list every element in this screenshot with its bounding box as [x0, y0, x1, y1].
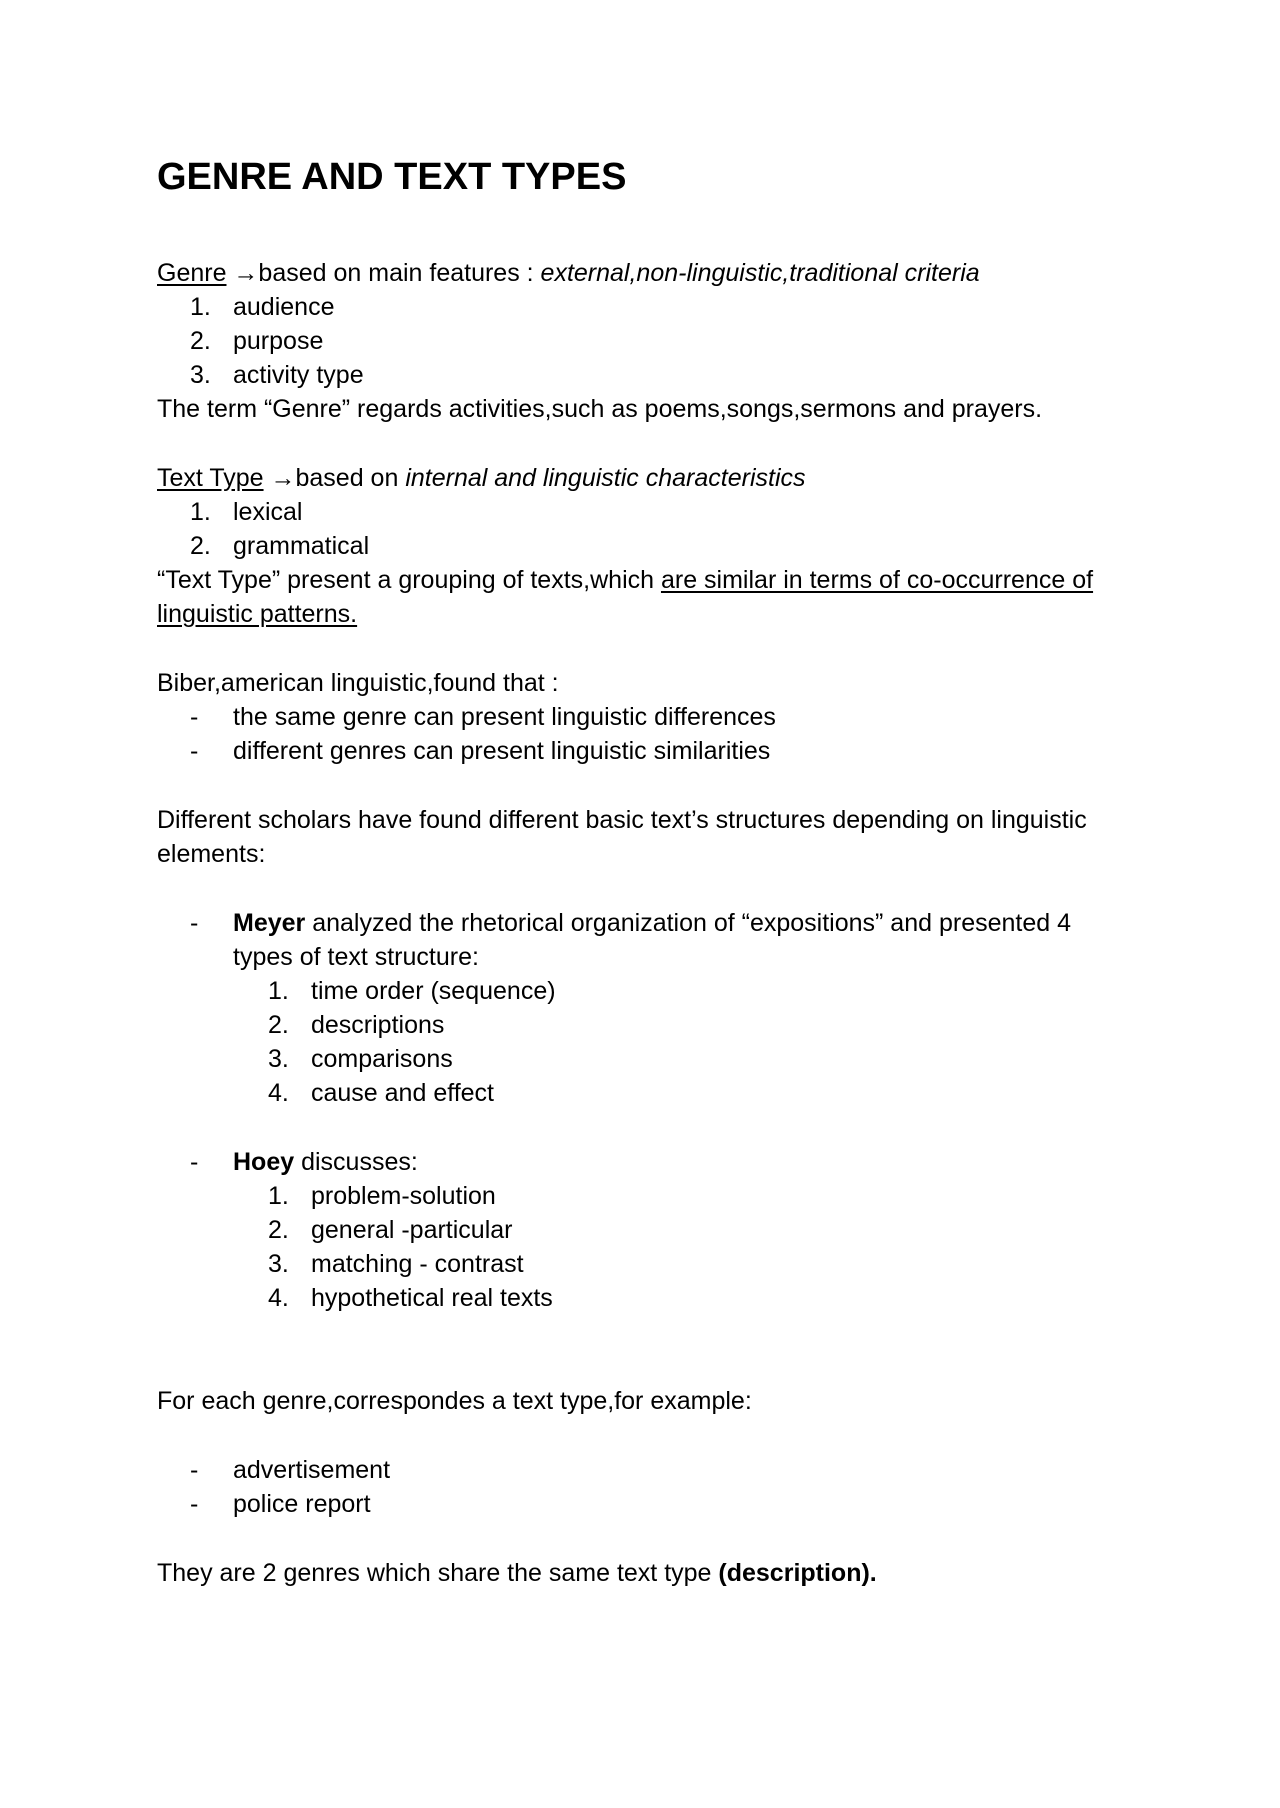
list-number: 1. [190, 498, 211, 526]
scholars-paragraph-line-1: Different scholars have found different basic text’s structures depending on linguistic [157, 806, 1087, 834]
list-number: 3. [268, 1250, 289, 1278]
bullet-dash: - [190, 1456, 199, 1484]
hoey-bullet [190, 1145, 418, 1179]
list-number: 2. [190, 327, 211, 355]
example-intro: For each genre,correspondes a text type,for example: [157, 1387, 752, 1415]
genre-arrow-text: →based on main features : [226, 259, 541, 287]
list-item [268, 1281, 553, 1315]
bullet-item [190, 734, 770, 768]
list-item-text: hypothetical real texts [311, 1284, 553, 1312]
text-type-definition [157, 461, 806, 495]
meyer-bullet [190, 906, 1071, 940]
list-number: 1. [268, 1182, 289, 1210]
list-item-text: activity type [233, 361, 364, 389]
list-item [268, 1213, 513, 1247]
list-item [268, 974, 556, 1008]
list-number: 1. [190, 293, 211, 321]
bullet-text: different genres can present linguistic similarities [233, 737, 771, 765]
bullet-text: police report [233, 1490, 371, 1518]
bullet-dash: - [190, 909, 199, 937]
list-item-text: general -particular [311, 1216, 513, 1244]
list-item-text: descriptions [311, 1011, 445, 1039]
list-item-text: comparisons [311, 1045, 453, 1073]
scholars-paragraph-line-2: elements: [157, 840, 266, 868]
conclusion-bold: (description). [718, 1559, 877, 1587]
hoey-text: discusses: [294, 1148, 418, 1176]
list-item-text: cause and effect [311, 1079, 495, 1107]
genre-definition [157, 256, 980, 290]
meyer-text: analyzed the rhetorical organization of “expositions” and presented 4 [305, 909, 1072, 937]
bullet-item [190, 1487, 371, 1521]
list-item [190, 324, 323, 358]
meyer-name: Meyer [233, 909, 306, 937]
list-number: 4. [268, 1284, 289, 1312]
list-item [190, 358, 364, 392]
bullet-text: the same genre can present linguistic differences [233, 703, 776, 731]
bullet-text: advertisement [233, 1456, 391, 1484]
conclusion-text: They are 2 genres which share the same text type [157, 1559, 719, 1587]
conclusion [157, 1556, 877, 1590]
list-number: 2. [190, 532, 211, 560]
text-type-note-start: “Text Type” present a grouping of texts,which [157, 566, 661, 594]
list-number: 2. [268, 1216, 289, 1244]
list-item [268, 1076, 494, 1110]
list-item-text: grammatical [233, 532, 370, 560]
list-item [190, 290, 334, 324]
text-type-note-underlined: are similar in terms of co-occurrence of [660, 566, 1094, 594]
bullet-dash: - [190, 703, 199, 731]
list-number: 3. [268, 1045, 289, 1073]
text-type-term: Text Type [157, 464, 264, 492]
bullet-item [190, 700, 776, 734]
biber-intro: Biber,american linguistic,found that : [157, 669, 559, 697]
list-item [190, 529, 369, 563]
list-item [268, 1008, 444, 1042]
list-item-text: audience [233, 293, 335, 321]
list-item [268, 1179, 496, 1213]
text-type-note-continued [157, 597, 357, 631]
genre-note: The term “Genre” regards activities,such as poems,songs,sermons and prayers. [157, 395, 1043, 423]
text-type-note [157, 563, 1093, 597]
genre-term: Genre [157, 259, 227, 287]
text-type-characteristics: internal and linguistic characteristics [405, 464, 806, 492]
list-item-text: lexical [233, 498, 303, 526]
list-number: 4. [268, 1079, 289, 1107]
list-number: 2. [268, 1011, 289, 1039]
text-type-note-underlined: linguistic patterns. [157, 600, 358, 628]
bullet-item [190, 1453, 390, 1487]
bullet-dash: - [190, 737, 199, 765]
page-title: GENRE AND TEXT TYPES [157, 156, 627, 198]
list-number: 3. [190, 361, 211, 389]
genre-criteria: external,non-linguistic,traditional criteria [540, 259, 980, 287]
list-item [268, 1247, 524, 1281]
meyer-text-continued: types of text structure: [233, 943, 479, 971]
list-item-text: matching - contrast [311, 1250, 524, 1278]
text-type-arrow-text: →based on [263, 464, 406, 492]
list-item-text: problem-solution [311, 1182, 496, 1210]
list-item-text: time order (sequence) [311, 977, 556, 1005]
hoey-name: Hoey [233, 1148, 295, 1176]
list-number: 1. [268, 977, 289, 1005]
bullet-dash: - [190, 1490, 199, 1518]
list-item-text: purpose [233, 327, 324, 355]
list-item [190, 495, 302, 529]
list-item [268, 1042, 453, 1076]
bullet-dash: - [190, 1148, 199, 1176]
